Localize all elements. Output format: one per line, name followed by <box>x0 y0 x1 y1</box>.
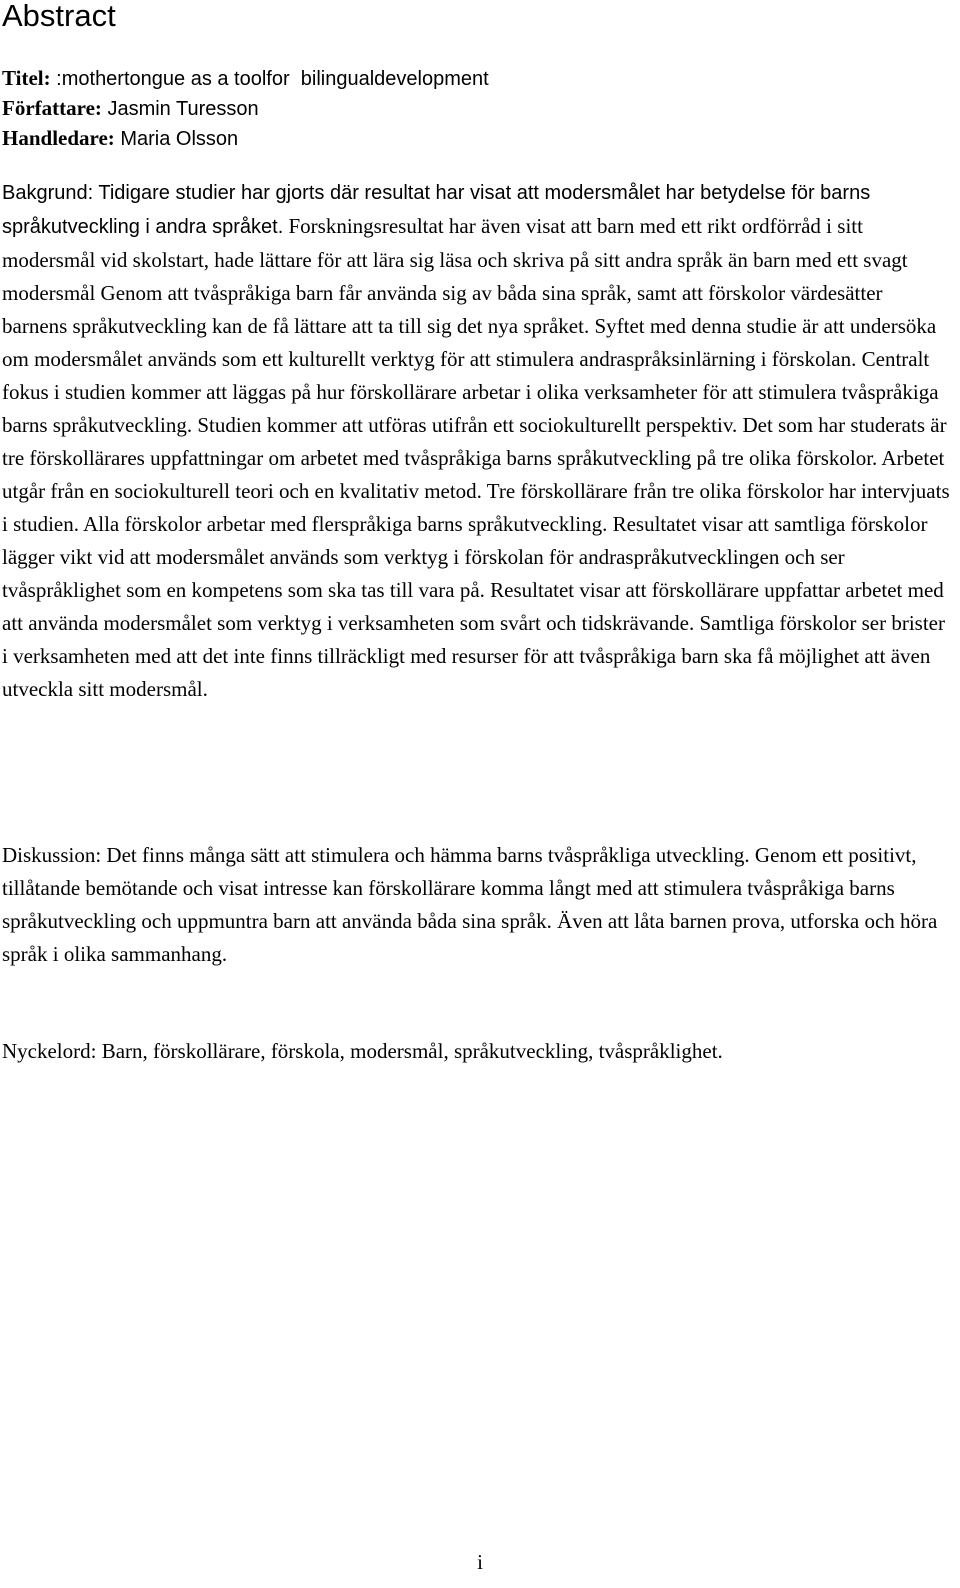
page-title: Abstract <box>2 0 116 33</box>
author-line <box>2 94 942 124</box>
supervisor-line <box>2 124 942 154</box>
background-intro: Bakgrund: Tidigare studier har gjorts där resultat har visat att modersmålet har betydelse för barns språkutveckling i andra språket. <box>2 182 871 238</box>
author-value: Jasmin Turesson <box>101 98 259 120</box>
discussion-paragraph: Diskussion: Det finns många sätt att stimulera och hämma barns tvåspråkliga utveckling. Genom ett positivt, tillåtande bemötande och visat intresse kan förskollärare komma långt med att stimulera tvåspråkiga barns språkutveckling och uppmuntra barn att använda båda sina språk. Även att låta barnen prova, utforska och höra språk i olika sammanhang. <box>2 843 938 966</box>
title-line <box>2 64 942 94</box>
title-label: Titel: <box>2 66 51 90</box>
page-number: i <box>477 1550 483 1574</box>
supervisor-label: Handledare: <box>2 126 115 150</box>
supervisor-value: Maria Olsson <box>114 128 239 150</box>
background-paragraph <box>2 176 952 706</box>
keywords-paragraph: Nyckelord: Barn, förskollärare, förskola, modersmål, språkutveckling, tvåspråklighet. <box>2 1039 723 1063</box>
author-label: Författare: <box>2 96 102 120</box>
title-value: :mothertongue as a toolfor bilingualdevelopment <box>50 68 489 90</box>
metadata-block <box>2 64 942 154</box>
background-body: Forskningsresultat har även visat att barn med ett rikt ordförråd i sitt modersmål vid skolstart, hade lättare för att lära sig läsa och skriva på sitt andra språk än barn med ett svagt modersmål Genom att tvåspråkiga barn får använda sig av båda sina språk, samt att förskolor värdesätter barnens språkutveckling kan de få lättare att ta till sig det nya språket. Syftet med denna studie är att undersöka om modersmålet används som ett kulturellt verktyg för att stimulera andraspråksinlärning i förskolan. Centralt fokus i studien kommer att läggas på hur förskollärare arbetar i olika verksamheter för att stimulera tvåspråkiga barns språkutveckling. Studien kommer att utföras utifrån ett sociokulturellt perspektiv. Det som har studerats är tre förskollärares uppfattningar om arbetet med tvåspråkiga barns språkutveckling på tre olika förskolor. Arbetet utgår från en sociokulturell teori och en kvalitativ metod. Tre förskollärare från tre olika förskolor har intervjuats i studien. Alla förskolor arbetar med flerspråkiga barns språkutveckling. Resultatet visar att samtliga förskolor lägger vikt vid att modersmålet används som verktyg i förskolan för andraspråkutvecklingen och ser tvåspråklighet som en kompetens som ska tas till vara på. Resultatet visar att förskollärare uppfattar arbetet med att använda modersmålet som verktyg i verksamheten som svårt och tidskrävande. Samtliga förskolor ser brister i verksamheten med att det inte finns tillräckligt med resurser för att tvåspråkiga barn ska få möjlighet att även utveckla sitt modersmål. <box>2 214 950 701</box>
